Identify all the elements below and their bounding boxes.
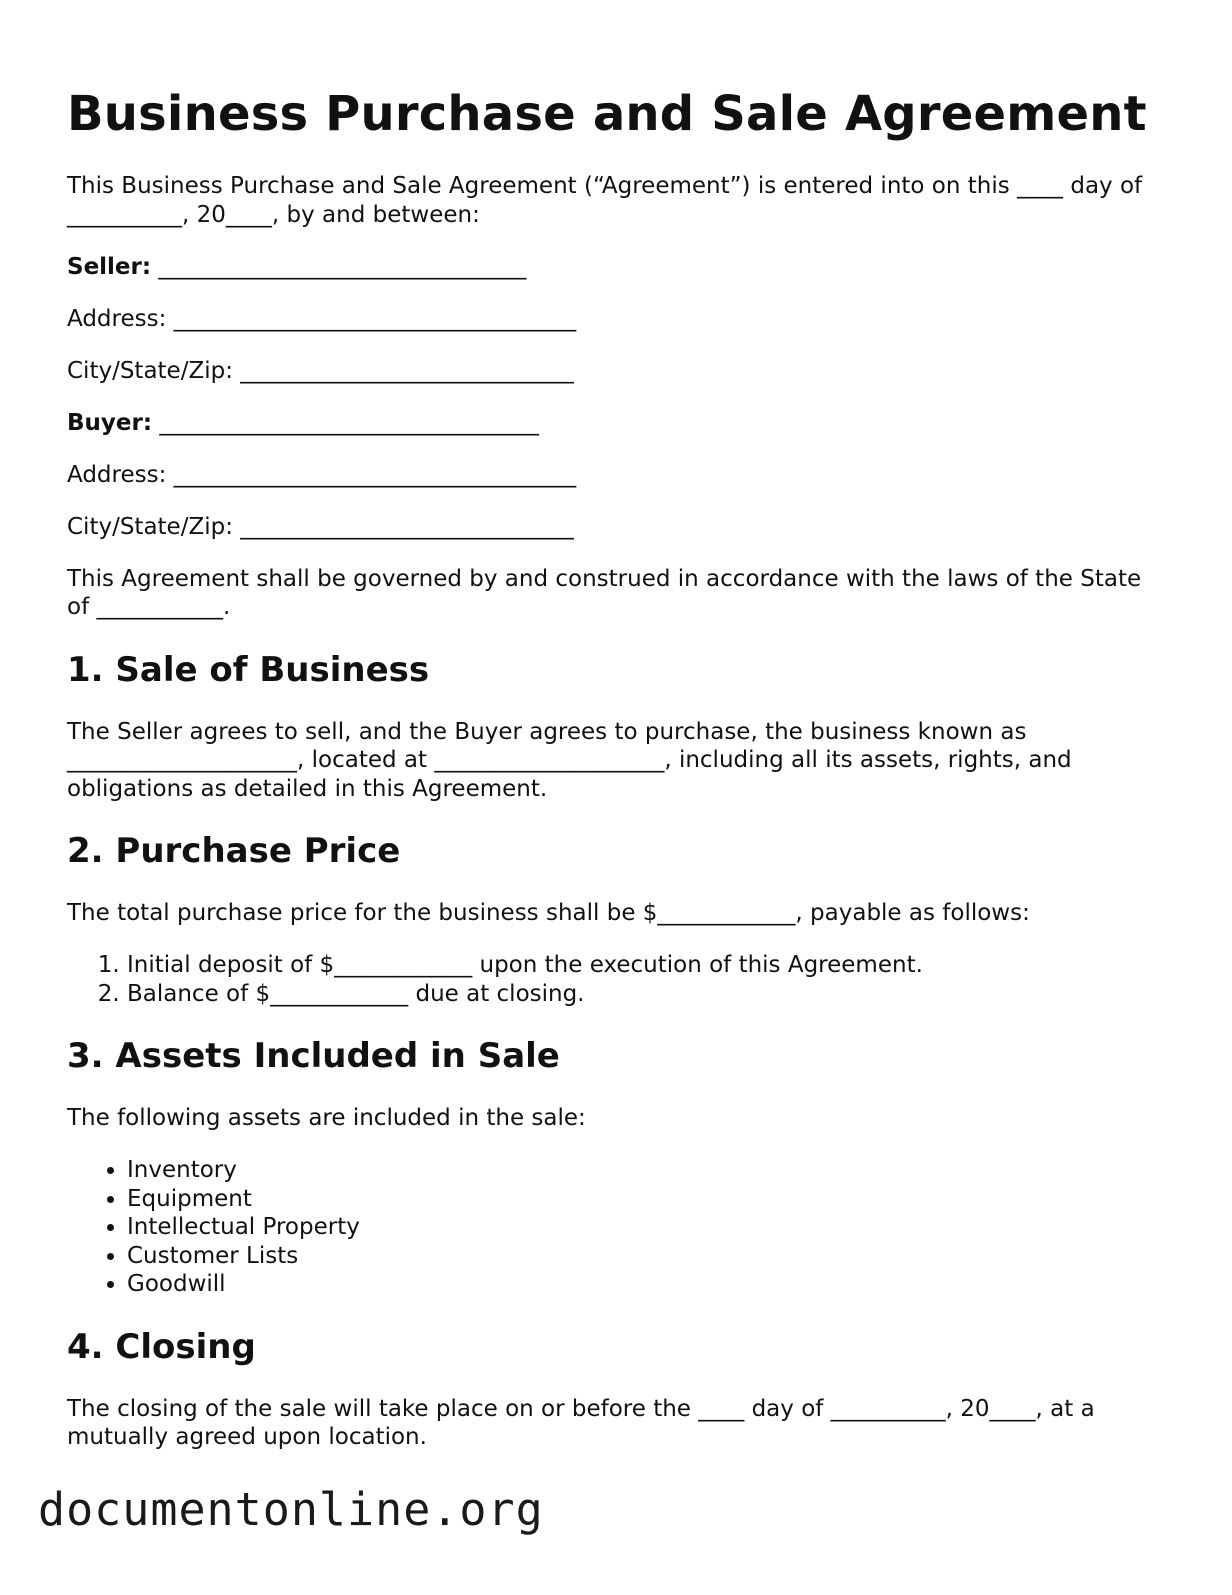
- section-heading-purchase-price: 2. Purchase Price: [67, 831, 401, 871]
- payment-terms-list: [67, 951, 1167, 1008]
- buyer-label: Buyer:: [67, 409, 153, 436]
- list-item: 2. Balance of $____________ due at closing.: [127, 980, 1167, 1009]
- seller-field: [67, 253, 1167, 282]
- seller-city-field: City/State/Zip: _____________________________: [67, 357, 574, 384]
- seller-address-field: Address: ___________________________________: [67, 305, 577, 332]
- buyer-address-field: Address: ___________________________________: [67, 461, 577, 488]
- list-item: • Goodwill: [127, 1270, 1167, 1299]
- section-heading-sale-of-business: 1. Sale of Business: [67, 649, 430, 690]
- closing-paragraph: The closing of the sale will take place on or before the ____ day of __________, 20____, at a mutually agreed upon location.: [67, 1395, 1095, 1450]
- section-heading-assets: 3. Assets Included in Sale: [67, 1036, 560, 1076]
- watermark: documentonline.org: [38, 1483, 544, 1536]
- sale-of-business-paragraph: The Seller agrees to sell, and the Buyer agrees to purchase, the business known as ____________________, located at ____________________, including all its assets, rights, and obligations as detailed in this Agreement.: [67, 718, 1072, 802]
- list-item: • Customer Lists: [127, 1242, 1167, 1271]
- agreement-document: [67, 82, 1167, 1475]
- list-item: 1. Initial deposit of $____________ upon the execution of this Agreement.: [127, 951, 1167, 980]
- seller-label: Seller:: [67, 253, 152, 280]
- document-title: Business Purchase and Sale Agreement: [67, 86, 1147, 142]
- buyer-blank: _________________________________: [152, 409, 539, 436]
- governing-law-paragraph: This Agreement shall be governed by and construed in accordance with the laws of the State of ___________.: [67, 565, 1142, 620]
- intro-paragraph: This Business Purchase and Sale Agreement (“Agreement”) is entered into on this ____ day of __________, 20____, by and between:: [67, 173, 1143, 228]
- assets-paragraph: The following assets are included in the sale:: [67, 1105, 586, 1131]
- list-item: • Equipment: [127, 1185, 1167, 1214]
- seller-blank: ________________________________: [151, 253, 527, 280]
- purchase-price-paragraph: The total purchase price for the business shall be $____________, payable as follows:: [67, 900, 1030, 926]
- section-heading-closing: 4. Closing: [67, 1326, 256, 1367]
- list-item: • Inventory: [127, 1156, 1167, 1185]
- list-item: • Intellectual Property: [127, 1213, 1167, 1242]
- assets-list: [67, 1156, 1167, 1299]
- buyer-field: [67, 409, 1167, 438]
- buyer-city-field: City/State/Zip: _____________________________: [67, 513, 574, 540]
